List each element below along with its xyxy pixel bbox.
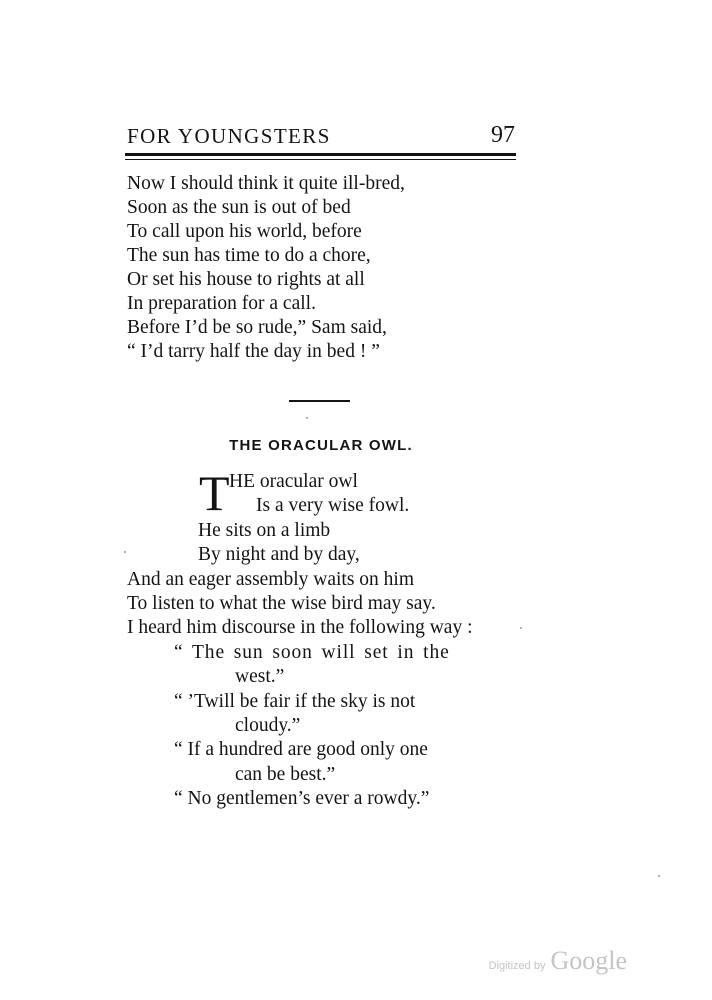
google-logo: Google — [550, 946, 627, 975]
verse-line: Before I’d be so rude,” Sam said, — [127, 317, 387, 338]
verse-line: “ I’d tarry half the day in bed ! ” — [127, 341, 380, 362]
poem-title: THE ORACULAR OWL. — [229, 437, 413, 454]
paper-speck — [306, 417, 308, 419]
verse-stanza — [127, 172, 405, 364]
poem-line: He sits on a limb — [198, 519, 331, 541]
paper-speck — [520, 627, 522, 629]
drop-cap: T — [199, 465, 230, 521]
poem-line: cloudy.” — [235, 714, 301, 736]
poem-line: By night and by day, — [198, 544, 360, 566]
verse-line: Or set his house to rights at all — [127, 269, 365, 290]
paper-speck — [124, 551, 126, 553]
digitized-watermark — [489, 946, 627, 976]
verse-line: Soon as the sun is out of bed — [127, 197, 351, 218]
page-header — [127, 120, 515, 148]
poem-line: To listen to what the wise bird may say. — [127, 592, 436, 614]
poem-line: “ If a hundred are good only one — [174, 739, 428, 761]
digitized-by-label: Digitized by — [488, 960, 546, 972]
poem-line: Is a very wise fowl. — [256, 495, 410, 517]
header-rule-thick — [125, 153, 516, 156]
poem-line: And an eager assembly waits on him — [127, 568, 415, 590]
poem-body — [127, 465, 473, 811]
page-number: 97 — [491, 122, 515, 148]
header-rule-thin — [125, 159, 516, 160]
paper-speck — [658, 875, 660, 877]
verse-line: To call upon his world, before — [127, 221, 362, 242]
poem-line: “ ’Twill be fair if the sky is not — [174, 690, 416, 712]
verse-line: In preparation for a call. — [127, 293, 316, 314]
verse-line: The sun has time to do a chore, — [127, 245, 371, 266]
poem-line: HE oracular owl — [229, 471, 358, 492]
poem-line: “ The sun soon will set in the — [174, 641, 450, 663]
poem-line: “ No gentlemen’s ever a rowdy.” — [174, 788, 430, 810]
verse-line: Now I should think it quite ill-bred, — [127, 173, 405, 194]
running-head: FOR YOUNGSTERS — [127, 124, 331, 148]
section-divider — [289, 400, 350, 402]
poem-line: can be best.” — [235, 763, 336, 785]
poem-line: I heard him discourse in the following way : — [127, 617, 473, 639]
poem-line: west.” — [235, 666, 285, 688]
